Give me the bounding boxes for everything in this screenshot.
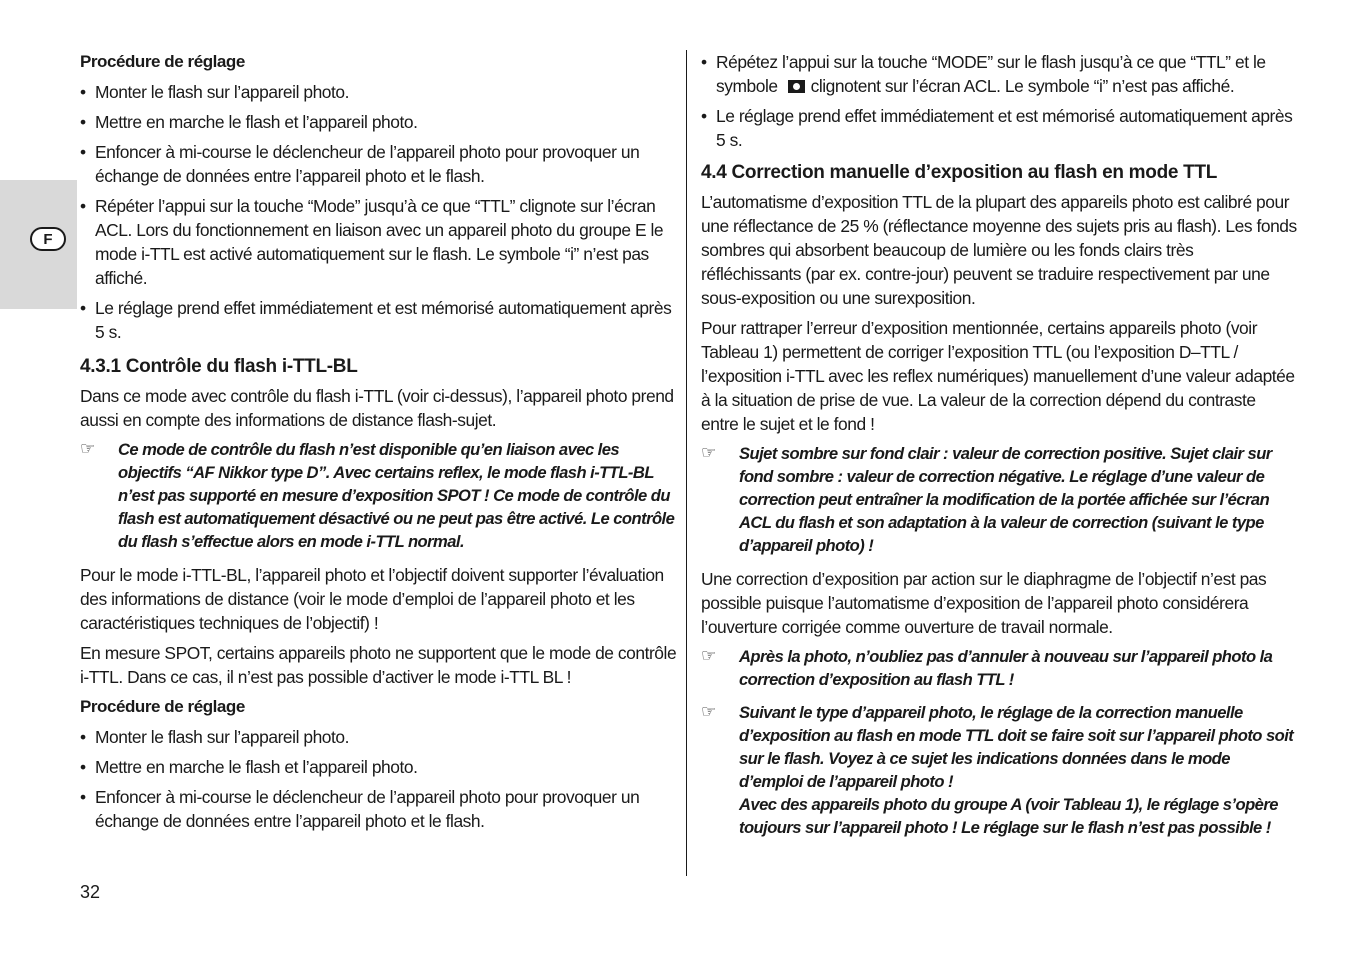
list-item: • Monter le flash sur l’appareil photo.	[80, 727, 350, 747]
pointing-hand-icon: ☞	[701, 646, 716, 666]
pointing-hand-icon: ☞	[701, 702, 716, 722]
list-item: • Mettre en marche le flash et l’appareil photo.	[80, 757, 418, 777]
procedure-title: Procédure de réglage	[80, 697, 245, 716]
list-item: • Répéter l’appui sur la touche “Mode” jusqu’à ce que “TTL” clignote sur l’écran ACL. Lors du fonctionnement en liaison avec un appareil photo du groupe E le mode i-TTL est activé automatiquement sur le flash. Le symbole “i” n’est pas affiché.	[80, 196, 664, 288]
list-item: • Monter le flash sur l’appareil photo.	[80, 82, 350, 102]
language-tab	[0, 180, 77, 309]
right-column	[701, 50, 1297, 849]
pointing-hand-icon: ☞	[80, 439, 95, 459]
language-badge: F	[30, 227, 66, 251]
list-item: • Mettre en marche le flash et l’appareil photo.	[80, 112, 418, 132]
paragraph: Une correction d’exposition par action sur le diaphragme de l’objectif n’est pas possible puisque l’automatisme d’exposition de l’appareil photo considérera l’ouverture corrigée comme ouverture de travail normale.	[701, 569, 1267, 637]
left-column	[80, 50, 678, 839]
ttl-flash-symbol-icon	[788, 80, 805, 93]
paragraph: L’automatisme d’exposition TTL de la plupart des appareils photo est calibré pour une réflectance de 25 % (réflectance moyenne des sujets pris au flash). Les fonds sombres qui absorbent beaucoup de lumière ou les fonds clairs très réfléchissants (par ex. contre-jour) peuvent se traduire respectivement par une sous-exposition ou une surexposition.	[701, 192, 1297, 308]
column-divider	[686, 50, 687, 876]
procedure-title: Procédure de réglage	[80, 52, 245, 71]
paragraph: Dans ce mode avec contrôle du flash i-TTL (voir ci-dessus), l’appareil photo prend aussi en compte des informations de distance flash-sujet.	[80, 386, 674, 430]
paragraph: Pour le mode i-TTL-BL, l’appareil photo et l’objectif doivent supporter l’évaluation des informations de distance (voir le mode d’emploi de l’appareil photo et les caractéristiques techniques de l’objectif) !	[80, 565, 664, 633]
list-item: • Répétez l’appui sur la touche “MODE” sur le flash jusqu’à ce que “TTL” et le symbole clignotent sur l’écran ACL. Le symbole “i” n’est pas affiché.	[701, 52, 1266, 96]
page-number: 32	[80, 882, 101, 902]
pointing-hand-icon: ☞	[701, 443, 716, 463]
note: ☞ Ce mode de contrôle du flash n’est disponible qu’en liaison avec les objectifs “AF Nikkor type D”. Avec certains reflex, le mode flash i-TTL-BL n’est pas supporté en mesure d’exposition SPOT ! Ce mode de contrôle du flash est automatiquement désactivé ou ne peut pas être activé. Le contrôle du flash s’effectue alors en mode i-TTL normal.	[80, 439, 675, 551]
note: ☞ Sujet sombre sur fond clair : valeur de correction positive. Sujet clair sur fond sombre : valeur de correction négative. Le réglage d’une valeur de correction peut entraîner la modification de la portée affichée sur l’écran ACL du flash et son adaptation à la valeur de correction (suivant le type d’appareil photo) !	[701, 443, 1272, 555]
list-item: • Enfoncer à mi-course le déclencheur de l’appareil photo pour provoquer un échange de données entre l’appareil photo et le flash.	[80, 142, 640, 186]
paragraph: Pour rattraper l’erreur d’exposition mentionnée, certains appareils photo (voir Tableau 1) permettent de corriger l’exposition TTL (ou l’exposition D–TTL / l’exposition i-TTL avec les reflex numériques) manuellement d’une valeur adaptée à la situation de prise de vue. La valeur de la correction dépend du contraste entre le sujet et le fond !	[701, 318, 1295, 434]
note: ☞ Suivant le type d’appareil photo, le réglage de la correction manuelle d’exposition au flash en mode TTL doit se faire soit sur l’appareil photo soit sur le flash. Voyez à ce sujet les indications données dans le mode d’emploi de l’appareil photo ! Avec des appareils photo du groupe A (voir Tableau 1), le réglage s’opère toujours sur l’appareil photo ! Le réglage sur le flash n’est pas possible !	[701, 702, 1294, 837]
list-item: • Enfoncer à mi-course le déclencheur de l’appareil photo pour provoquer un échange de données entre l’appareil photo et le flash.	[80, 787, 640, 831]
list-item: • Le réglage prend effet immédiatement et est mémorisé automatiquement après 5 s.	[80, 298, 672, 342]
note: ☞ Après la photo, n’oubliez pas d’annuler à nouveau sur l’appareil photo la correction d’exposition au flash TTL !	[701, 646, 1273, 689]
list-item: • Le réglage prend effet immédiatement et est mémorisé automatiquement après 5 s.	[701, 106, 1293, 150]
paragraph: En mesure SPOT, certains appareils photo ne supportent que le mode de contrôle i-TTL. Dans ce cas, il n’est pas possible d’activer le mode i-TTL BL !	[80, 643, 677, 687]
section-heading: 4.4 Correction manuelle d’exposition au flash en mode TTL	[701, 162, 1218, 183]
section-heading: 4.3.1 Contrôle du flash i-TTL-BL	[80, 356, 358, 377]
